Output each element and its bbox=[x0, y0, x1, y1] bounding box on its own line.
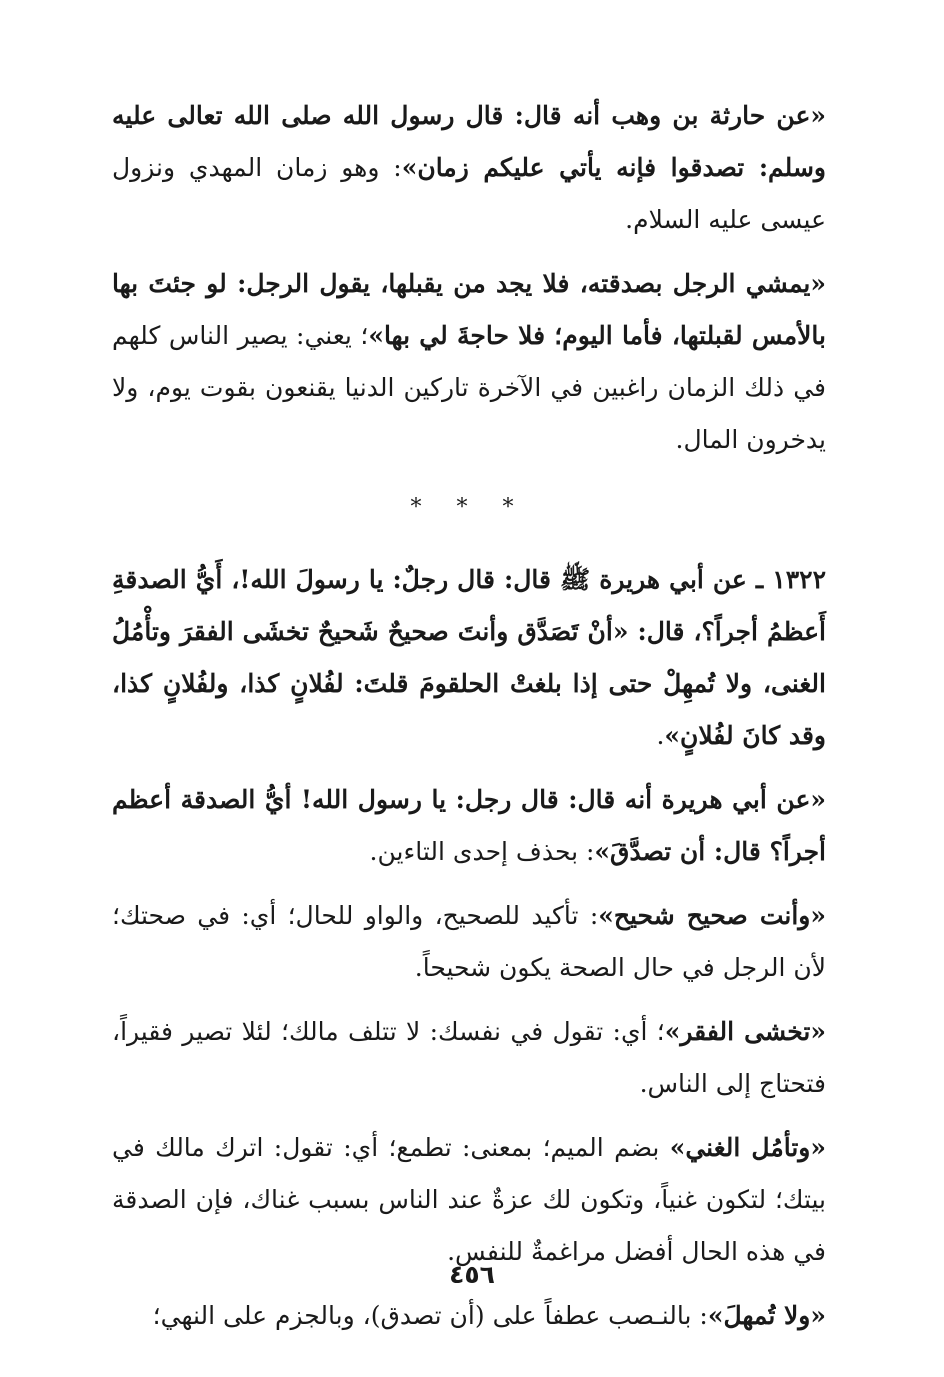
commentary-text: : تأكيد للصحيح، والواو للحال؛ أي: في صحتك؛ لأن الرجل في حال الصحة يكون شحيحاً. bbox=[112, 901, 826, 982]
paragraph-abu-hurayrah bbox=[112, 774, 826, 878]
quoted-text: «عن حارثة بن وهب أنه قال: قال رسول الله صلى الله تعالى عليه وسلم: تصدقوا فإنه يأتي عليكم زمان» bbox=[112, 101, 826, 182]
quoted-text: «يمشي الرجل بصدقته، فلا يجد من يقبلها، يقول الرجل: لو جئتَ بها بالأمس لقبلتها، فأما اليوم؛ فلا حاجةَ لي بها» bbox=[112, 269, 826, 350]
paragraph-harithah bbox=[112, 90, 826, 246]
commentary-text: ؛ يعني: يصير الناس كلهم في ذلك الزمان راغبين في الآخرة تاركين الدنيا يقنعون بقوت يوم، ولا يدخرون المال. bbox=[112, 321, 826, 454]
commentary-text: بضم الميم؛ بمعنى: تطمع؛ أي: تقول: اترك مالك في بيتك؛ لتكون غنياً، وتكون لك عزةٌ عند الناس بسبب غناك، فإن الصدقة في هذه الحال أفضل مراغمةٌ للنفس. bbox=[112, 1133, 826, 1266]
paragraph-healthy-stingy bbox=[112, 890, 826, 994]
commentary-text: : وهو زمان المهدي ونزول عيسى عليه السلام. bbox=[112, 153, 826, 234]
commentary-text: ؛ أي: تقول في نفسك: لا تتلف مالك؛ لئلا تصير فقيراً، فتحتاج إلى الناس. bbox=[112, 1017, 826, 1098]
quoted-text: «وتأمُل الغني» bbox=[669, 1133, 827, 1162]
paragraph-do-not-delay bbox=[112, 1290, 826, 1342]
page-body bbox=[112, 90, 826, 1354]
quoted-text: «وأنت صحيح شحيح» bbox=[598, 901, 826, 930]
hadith-end: . bbox=[656, 721, 665, 750]
paragraph-fear-poverty bbox=[112, 1006, 826, 1110]
section-separator: * * * bbox=[410, 495, 528, 520]
quoted-text: «ولا تُمهلَ» bbox=[707, 1301, 826, 1330]
page-number: ٤٥٦ bbox=[449, 1260, 495, 1289]
commentary-text: : بحذف إحدى التاءين. bbox=[369, 837, 595, 866]
paragraph-hope-wealth bbox=[112, 1122, 826, 1278]
paragraph-charity-walk bbox=[112, 258, 826, 466]
quoted-text: «عن أبي هريرة أنه قال: قال رجل: يا رسول الله! أيُّ الصدقة أعظم أجراً؟ قال: أن تصدَّقَ» bbox=[112, 785, 826, 866]
hadith-text: ١٣٢٢ ـ عن أبي هريرة ﷺ قال: قال رجلٌ: يا رسولَ الله!، أَيُّ الصدقةِ أَعظمُ أجراً؟، قال: «أنْ تَصَدَّق وأنتَ صحيحٌ شَحيحٌ تخشَى الفقرَ وتأْمُلُ الغنى، ولا تُمهِلْ حتى إذا بلغتْ الحلقومَ قلتَ: لفُلانٍ كذا، ولفُلانٍ كذا، وقد كانَ لفُلانٍ» bbox=[112, 565, 826, 750]
quoted-text: «تخشى الفقر» bbox=[664, 1017, 826, 1046]
commentary-text: : بالنـصب عطفاً على (أن تصدق)، وبالجزم على النهي؛ bbox=[152, 1301, 708, 1330]
hadith-1322 bbox=[112, 554, 826, 762]
